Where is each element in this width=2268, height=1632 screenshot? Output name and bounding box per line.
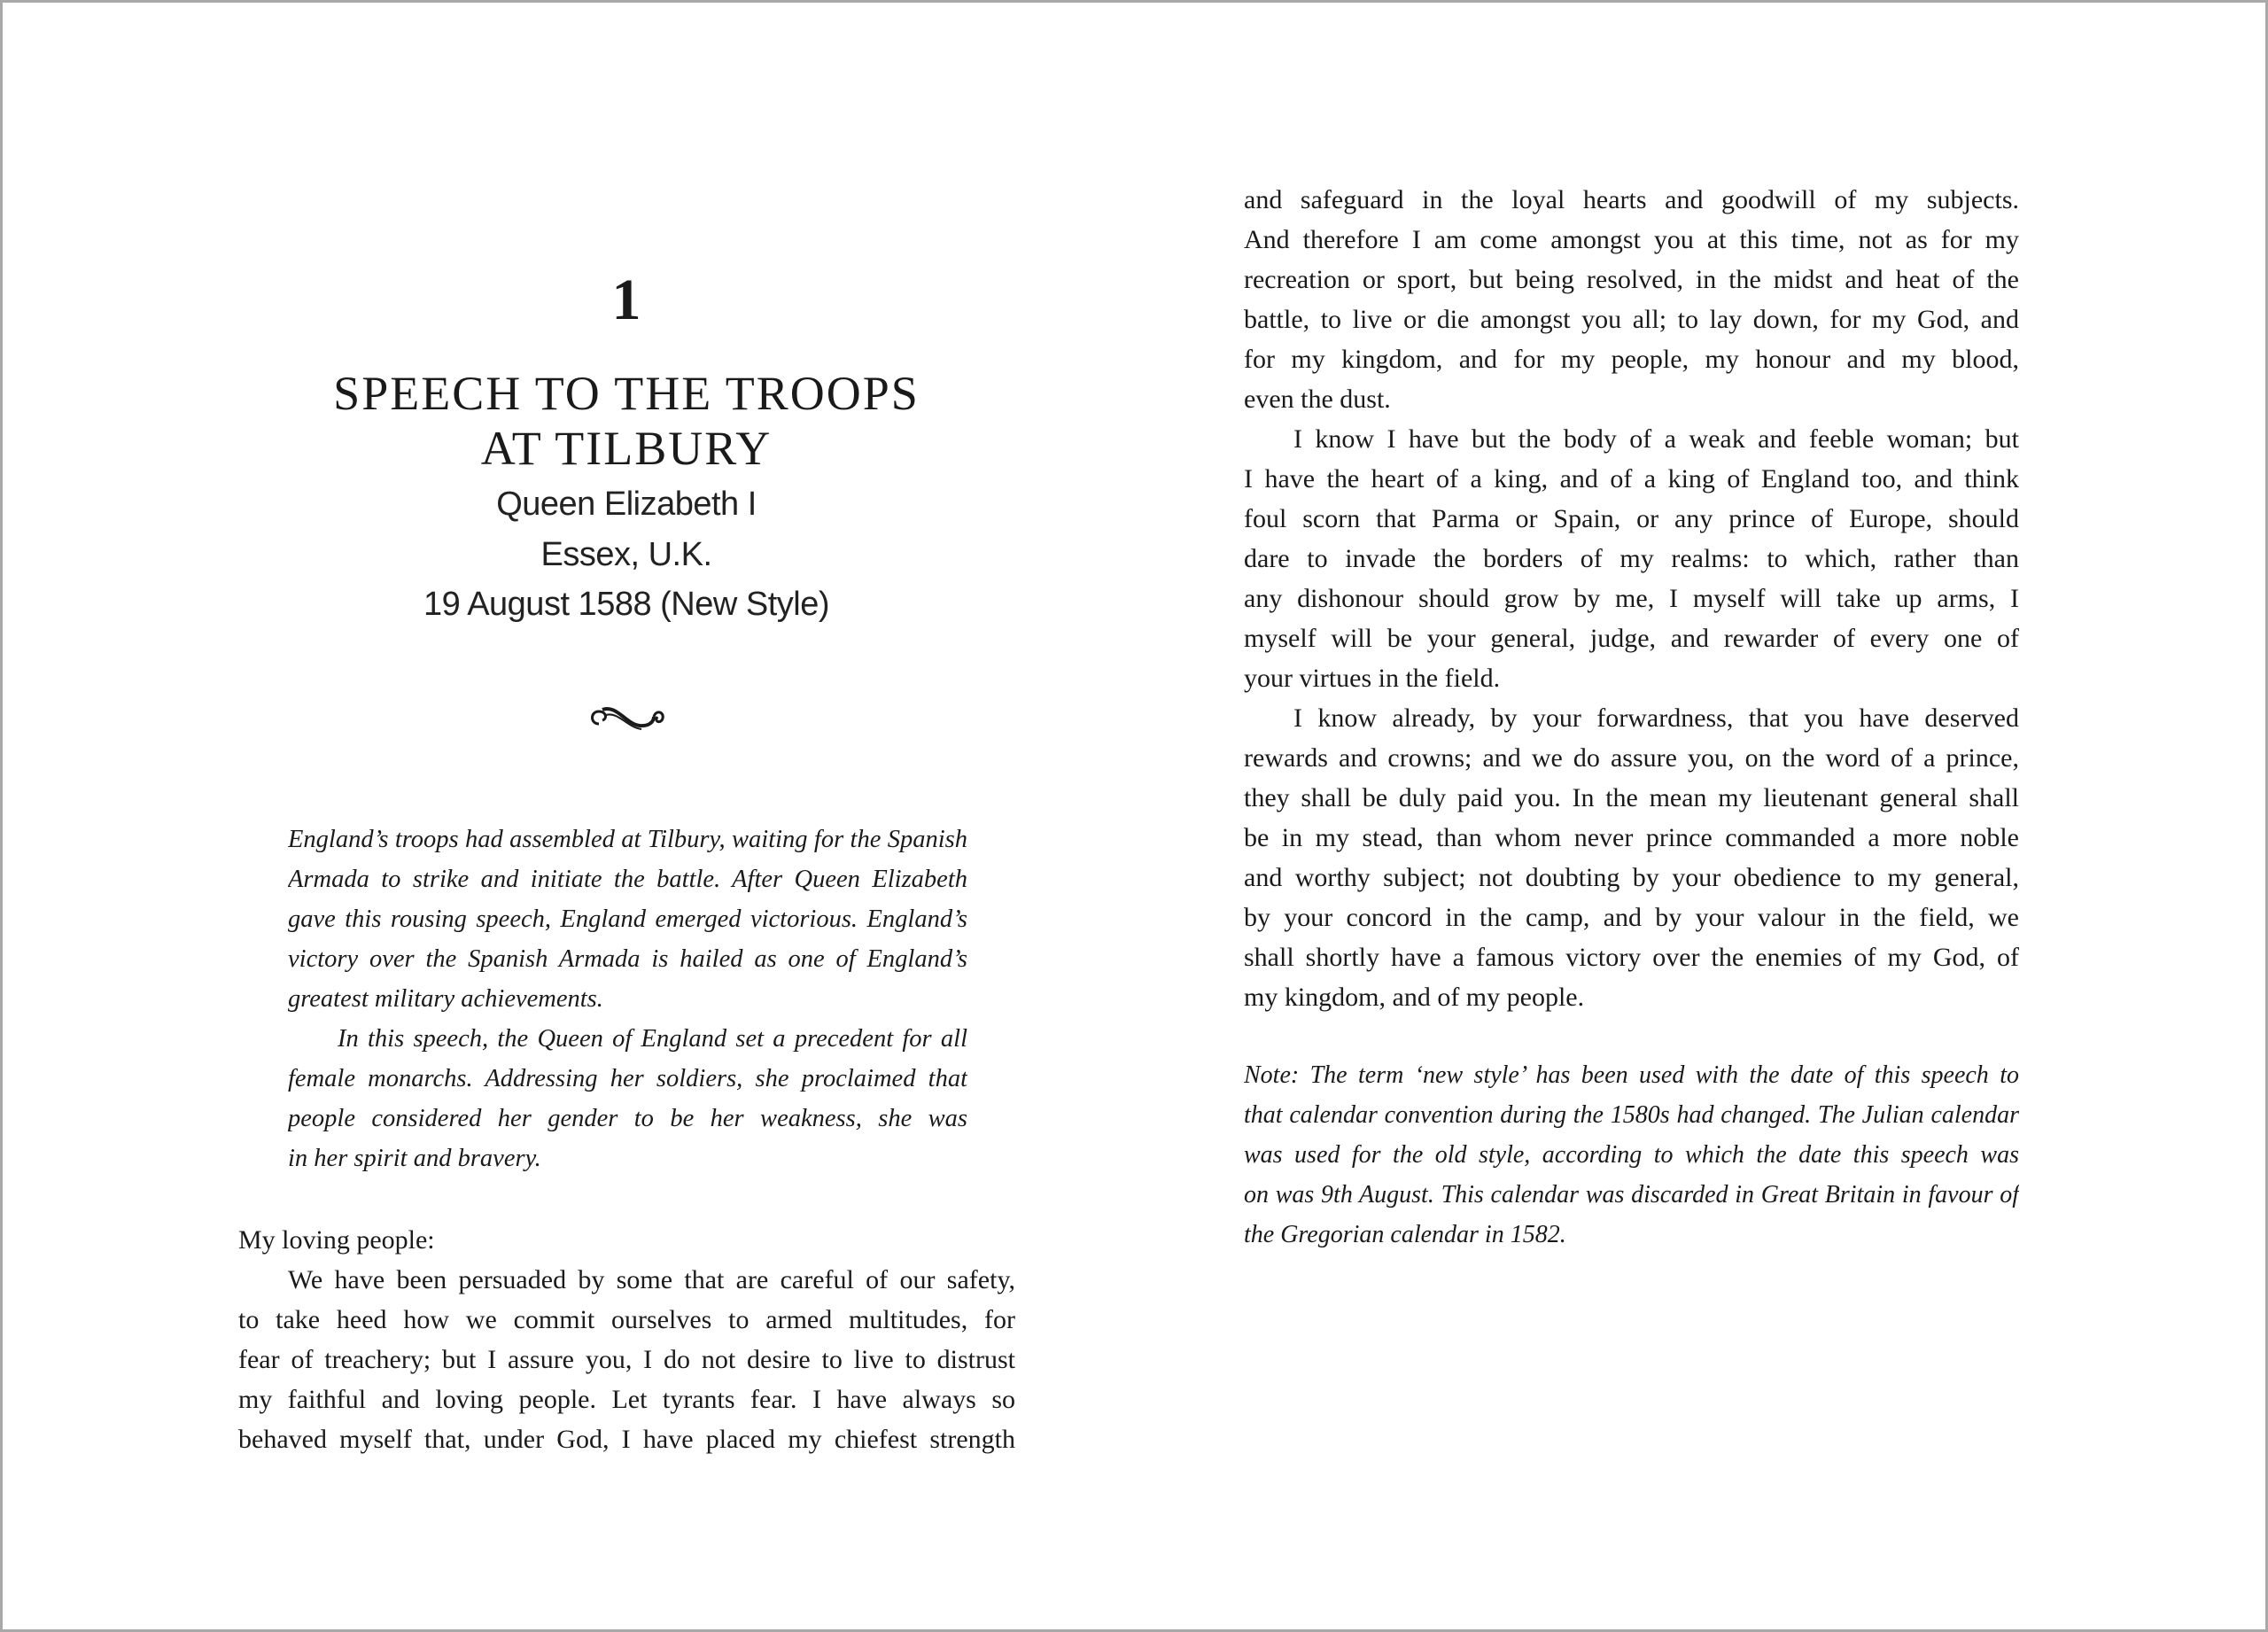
text-line: I know already, by your forwardness, that you have deserved xyxy=(1293,703,2019,733)
editorial-note xyxy=(1244,1055,2019,1255)
text-line: gave this rousing speech, England emerged victorious. England’s xyxy=(288,905,967,933)
text-line: behaved myself that, under God, I have placed my chiefest strength xyxy=(238,1425,1015,1454)
location: Essex, U.K. xyxy=(540,535,712,573)
flourish-ornament-icon xyxy=(586,701,666,733)
text-line: be in my stead, than whom never prince commanded a more noble xyxy=(1244,823,2019,852)
text-line: Armada to strike and initiate the battle. After Queen Elizabeth xyxy=(288,866,967,893)
text-line: any dishonour should grow by me, I myself will take up arms, I xyxy=(1244,584,2019,613)
text-line: and worthy subject; not doubting by your obedience to my general, xyxy=(1244,863,2019,892)
chapter-title-line: SPEECH TO THE TROOPS xyxy=(333,367,920,420)
text-line: my kingdom, and of my people. xyxy=(1244,983,1585,1012)
speaker: Queen Elizabeth I xyxy=(496,486,757,523)
paragraph xyxy=(1244,1055,2019,1255)
text-line: fear of treachery; but I assure you, I do not desire to live to distrust xyxy=(238,1345,1015,1374)
text-line: dare to invade the borders of my realms: to which, rather than xyxy=(1244,544,2019,573)
text-line: even the dust. xyxy=(1244,385,1391,414)
text-line: on was 9th August. This calendar was discarded in Great Britain in favour of xyxy=(1244,1181,2019,1208)
chapter-title xyxy=(272,366,981,476)
chapter-introduction xyxy=(288,820,967,1178)
text-line: the Gregorian calendar in 1582. xyxy=(1244,1221,1566,1248)
text-line: greatest military achievements. xyxy=(288,985,603,1013)
text-line: We have been persuaded by some that are careful of our safety, xyxy=(288,1265,1015,1294)
text-line: in her spirit and bravery. xyxy=(288,1145,541,1172)
text-line: And therefore I am come amongst you at this time, not as for my xyxy=(1244,225,2019,254)
text-line: I know I have but the body of a weak and feeble woman; but xyxy=(1293,424,2019,454)
text-line: foul scorn that Parma or Spain, or any prince of Europe, should xyxy=(1244,504,2019,533)
chapter-subtitle xyxy=(272,479,981,630)
text-line: My loving people: xyxy=(238,1225,435,1255)
text-line: was used for the old style, according to which the date this speech was xyxy=(1244,1141,2019,1169)
chapter-number: 1 xyxy=(611,268,641,332)
paragraph xyxy=(1244,698,2019,1017)
text-line: by your concord in the camp, and by your valour in the field, we xyxy=(1244,903,2019,932)
text-line: myself will be your general, judge, and rewarder of every one of xyxy=(1244,624,2019,653)
paragraph xyxy=(238,1220,1015,1260)
text-line: rewards and crowns; and we do assure you, on the word of a prince, xyxy=(1244,743,2019,773)
text-line: people considered her gender to be her weakness, she was xyxy=(288,1105,967,1132)
paragraph xyxy=(288,820,967,1019)
text-line: my faithful and loving people. Let tyrants fear. I have always so xyxy=(238,1385,1015,1414)
text-line: female monarchs. Addressing her soldiers, she proclaimed that xyxy=(288,1065,967,1092)
paragraph xyxy=(288,1019,967,1178)
text-line: England’s troops had assembled at Tilbury, waiting for the Spanish xyxy=(288,826,967,853)
text-line: your virtues in the field. xyxy=(1244,664,1501,693)
text-line: to take heed how we commit ourselves to armed multitudes, for xyxy=(238,1305,1015,1334)
paragraph xyxy=(1244,419,2019,698)
text-line: they shall be duly paid you. In the mean my lieutenant general shall xyxy=(1244,783,2019,812)
speech-text-left-page xyxy=(238,1220,1015,1459)
speech-text-right-page xyxy=(1244,180,2019,1017)
text-line: and safeguard in the loyal hearts and goodwill of my subjects. xyxy=(1244,185,2019,214)
text-line: In this speech, the Queen of England set a precedent for all xyxy=(338,1025,967,1053)
text-line: shall shortly have a famous victory over the enemies of my God, of xyxy=(1244,943,2019,972)
text-line: recreation or sport, but being resolved, in the midst and heat of the xyxy=(1244,265,2019,294)
paragraph xyxy=(1244,180,2019,419)
text-line: victory over the Spanish Armada is hailed as one of England’s xyxy=(288,945,967,973)
text-line: that calendar convention during the 1580s had changed. The Julian calendar xyxy=(1244,1101,2019,1129)
text-line: I have the heart of a king, and of a king of England too, and think xyxy=(1244,464,2019,493)
text-line: for my kingdom, and for my people, my honour and my blood, xyxy=(1244,345,2019,374)
text-line: Note: The term ‘new style’ has been used with the date of this speech to xyxy=(1244,1061,2019,1089)
text-line: battle, to live or die amongst you all; to lay down, for my God, and xyxy=(1244,305,2019,334)
date: 19 August 1588 (New Style) xyxy=(423,586,830,623)
paragraph xyxy=(238,1260,1015,1459)
chapter-title-line: AT TILBURY xyxy=(480,422,773,475)
